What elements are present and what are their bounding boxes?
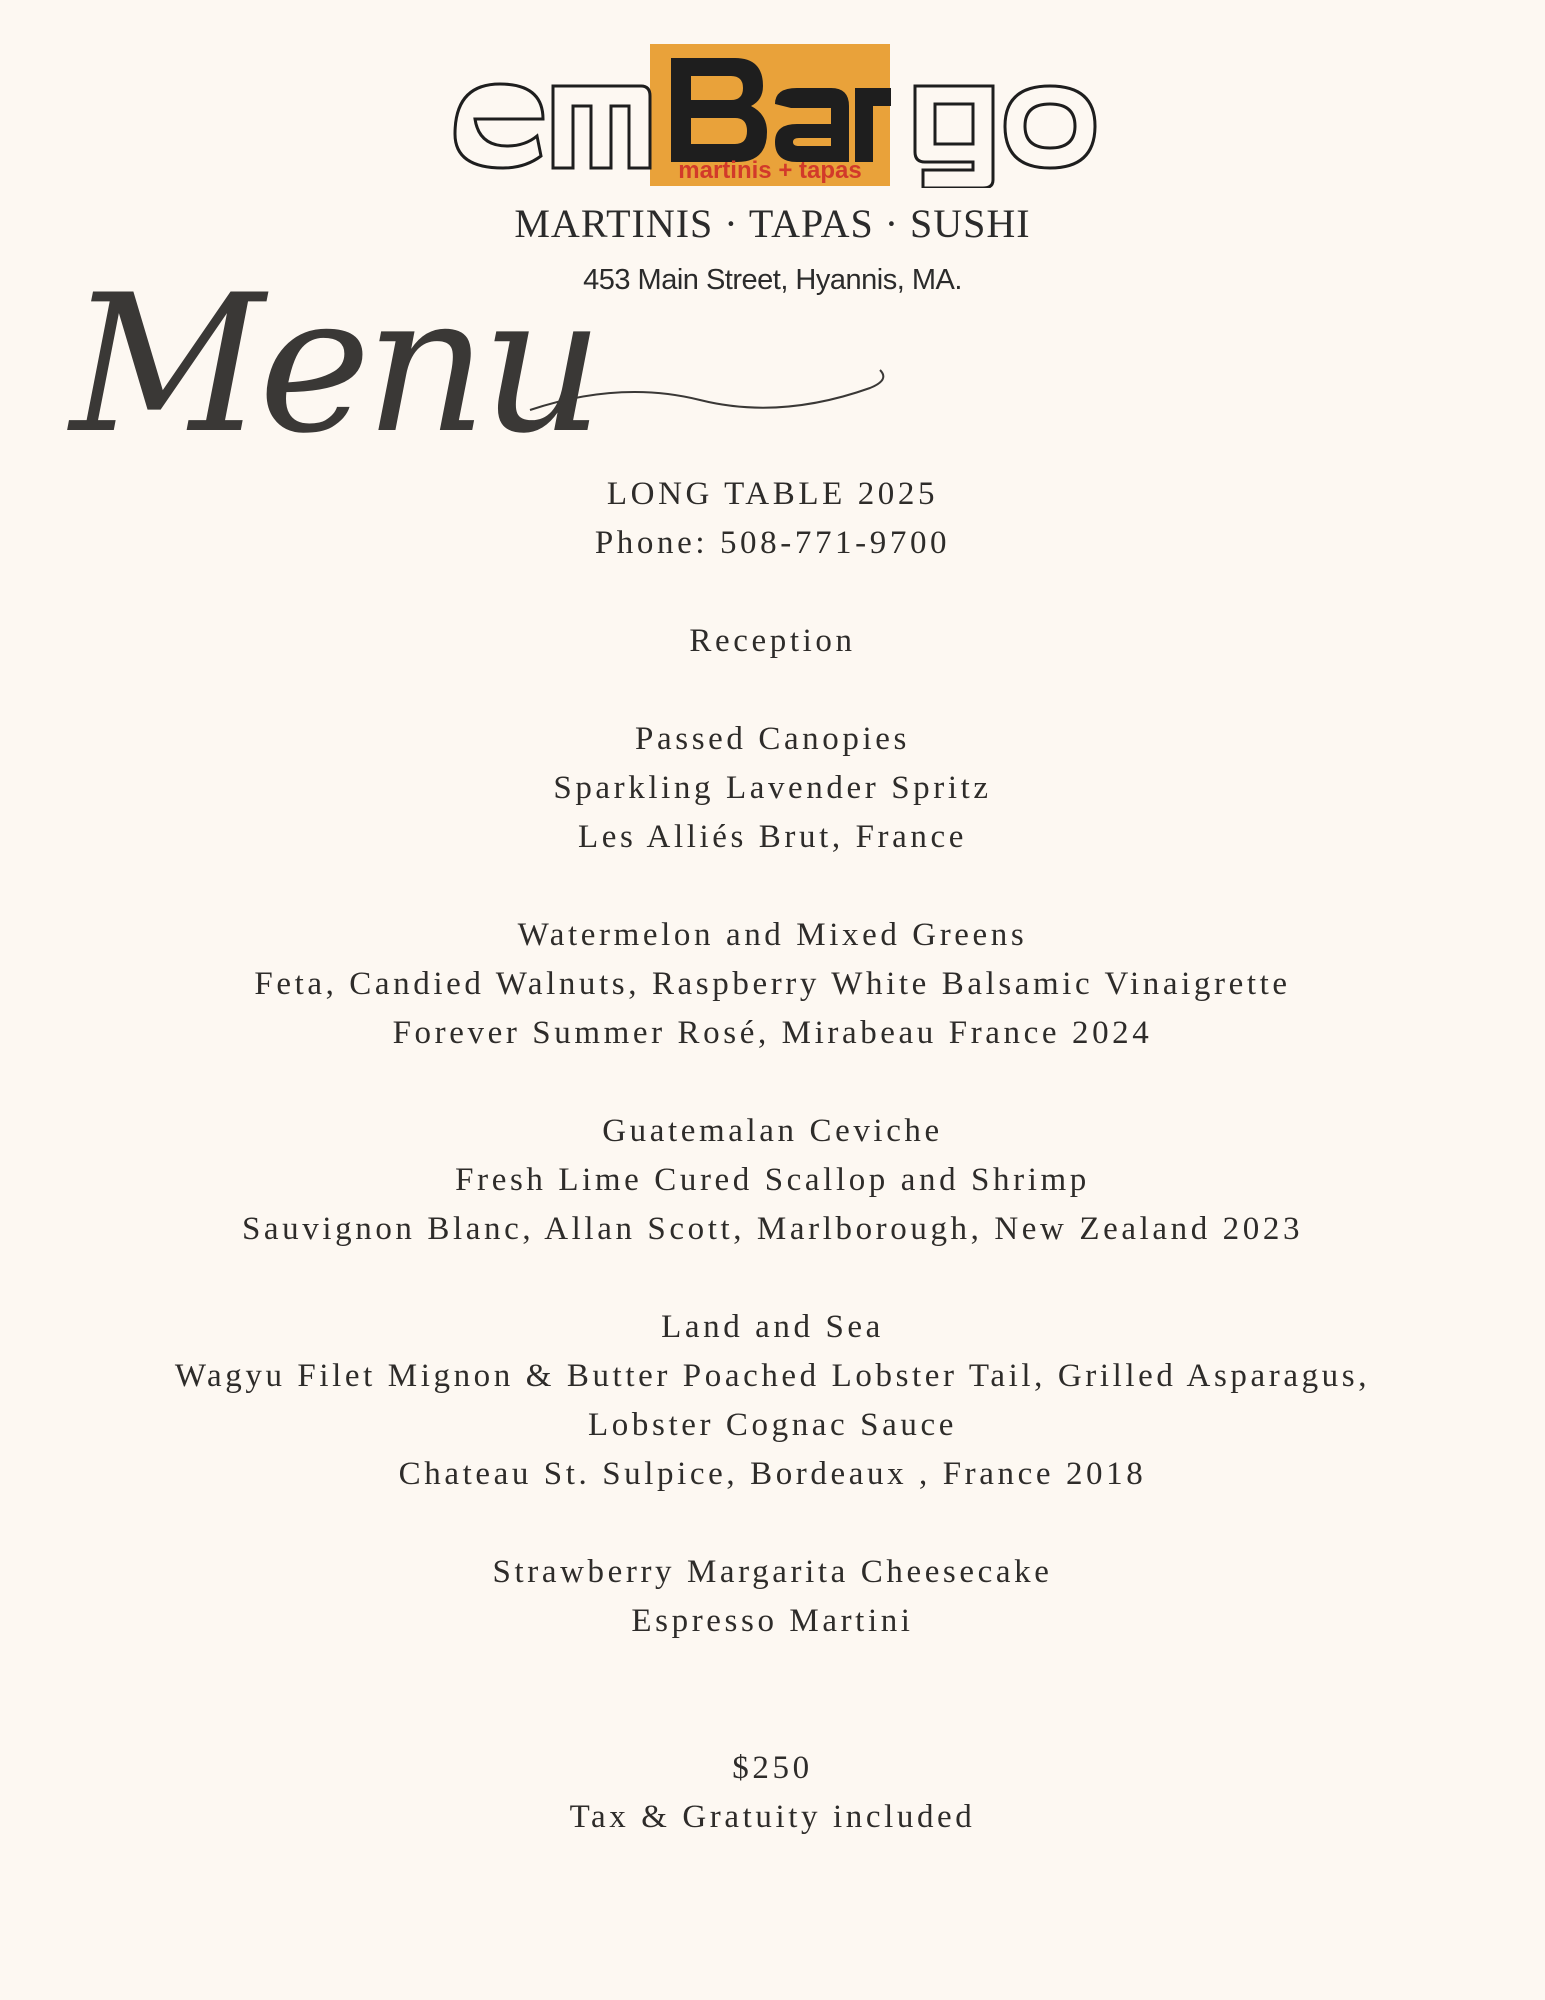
menu-content <box>0 470 1545 1842</box>
course-3 <box>0 1107 1545 1254</box>
course-1 <box>0 715 1545 862</box>
course-2 <box>0 911 1545 1058</box>
course-line: Passed Canopies <box>635 721 910 757</box>
course-4 <box>0 1303 1545 1499</box>
course-line: Strawberry Margarita Cheesecake <box>492 1554 1053 1590</box>
price-note: Tax & Gratuity included <box>569 1799 976 1835</box>
tagline: MARTINIS · TAPAS · SUSHI <box>514 201 1031 246</box>
course-line: Wagyu Filet Mignon & Butter Poached Lobster Tail, Grilled Asparagus, <box>174 1358 1371 1394</box>
price: $250 <box>732 1750 813 1786</box>
section-heading: Reception <box>689 623 856 659</box>
event-phone: Phone: 508-771-9700 <box>594 525 951 561</box>
course-line: Forever Summer Rosé, Mirabeau France 2024 <box>392 1015 1153 1051</box>
embargo-logo <box>445 44 1105 188</box>
course-line: Chateau St. Sulpice, Bordeaux , France 2018 <box>398 1456 1147 1492</box>
address: 453 Main Street, Hyannis, MA. <box>583 264 962 296</box>
menu-script-text: Menu <box>70 270 598 470</box>
menu-script-title <box>60 270 900 470</box>
event-title: LONG TABLE 2025 <box>606 476 939 512</box>
course-5 <box>0 1548 1545 1646</box>
course-line: Lobster Cognac Sauce <box>588 1407 957 1443</box>
course-line: Feta, Candied Walnuts, Raspberry White Balsamic Vinaigrette <box>254 966 1291 1002</box>
course-line: Espresso Martini <box>631 1603 914 1639</box>
course-line: Guatemalan Ceviche <box>602 1113 943 1149</box>
course-line: Land and Sea <box>661 1309 884 1345</box>
course-line: Watermelon and Mixed Greens <box>517 917 1028 953</box>
logo-subtitle: martinis + tapas <box>678 157 862 184</box>
course-line: Fresh Lime Cured Scallop and Shrimp <box>455 1162 1090 1198</box>
course-line: Sauvignon Blanc, Allan Scott, Marlborough, New Zealand 2023 <box>241 1211 1304 1247</box>
course-line: Sparkling Lavender Spritz <box>553 770 992 806</box>
course-line: Les Alliés Brut, France <box>578 819 967 855</box>
